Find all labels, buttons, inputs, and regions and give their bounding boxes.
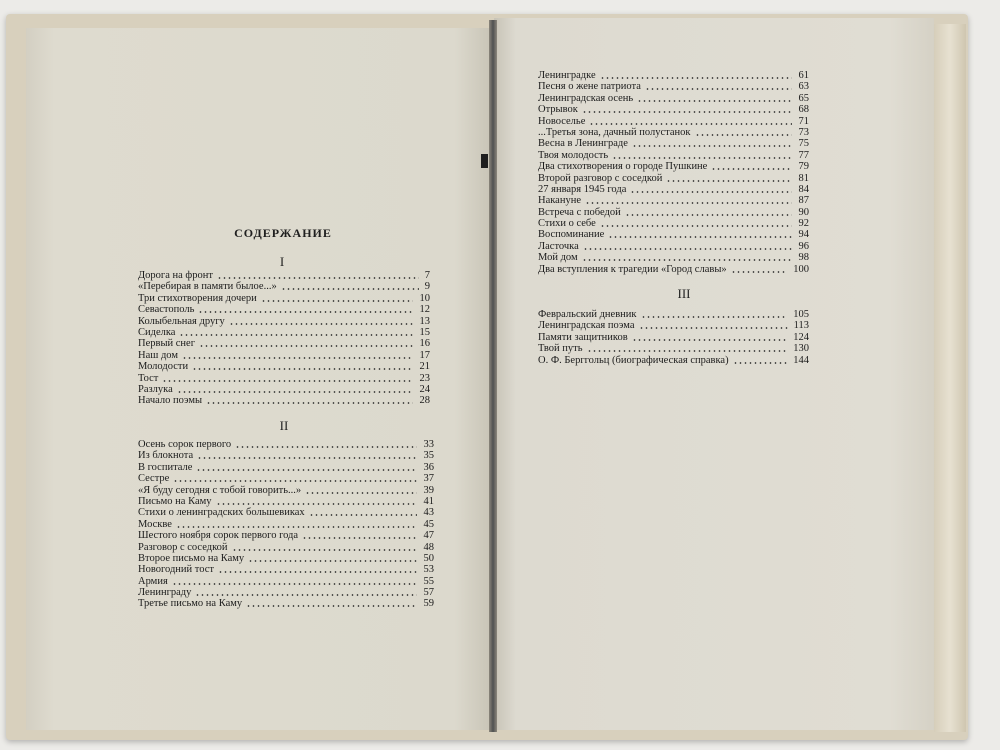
toc-leader-dots	[612, 157, 792, 159]
book-edge	[934, 24, 966, 732]
page-marker	[481, 154, 488, 168]
toc-entry-page: 37	[423, 473, 434, 485]
toc-leader-dots	[235, 446, 417, 448]
toc-leader-dots	[695, 134, 792, 136]
toc-entry-page: 50	[423, 552, 434, 564]
toc-entry-title: Тост	[138, 372, 159, 384]
toc-entry	[538, 207, 809, 218]
toc-leader-dots	[582, 111, 792, 113]
toc-entry-title: ...Третья зона, дачный полустанок	[538, 126, 691, 138]
toc-entry-page: 17	[419, 349, 430, 361]
toc-entry-page: 28	[419, 395, 430, 407]
toc-entry-title: Дорога на фронт	[138, 270, 213, 281]
toc-leader-dots	[218, 571, 417, 573]
toc-entry-title: Два стихотворения о городе Пушкине	[538, 161, 708, 173]
section-number-3: III	[677, 286, 691, 301]
toc-entry-page: 92	[798, 218, 809, 230]
toc-entry-page: 21	[419, 361, 430, 373]
toc-leader-dots	[195, 594, 417, 596]
toc-entry	[138, 361, 430, 372]
toc-leader-dots	[206, 402, 413, 404]
toc-entry-title: Стихи о себе	[538, 218, 596, 230]
toc-entry	[138, 350, 430, 361]
toc-entry	[138, 485, 434, 496]
toc-leader-dots	[625, 214, 792, 216]
toc-entry	[138, 439, 434, 450]
toc-entry-page: 63	[798, 81, 809, 93]
toc-leader-dots	[199, 345, 413, 347]
toc-entry-page: 71	[798, 115, 809, 127]
toc-entry-title: Второй разговор с соседкой	[538, 172, 663, 184]
toc-entry-page: 55	[423, 575, 434, 587]
toc-entry	[538, 93, 809, 104]
toc-entry	[138, 576, 434, 587]
toc-entry-title: Встреча с победой	[538, 206, 621, 218]
toc-leader-dots	[248, 560, 417, 562]
toc-leader-dots	[217, 277, 419, 279]
toc-entry-page: 130	[793, 343, 809, 355]
toc-entry	[138, 473, 434, 484]
toc-entry	[138, 507, 434, 518]
toc-leader-dots	[666, 180, 792, 182]
toc-entry-title: Памяти защитников	[538, 331, 628, 343]
toc-entry-title: Сиделка	[138, 326, 176, 338]
toc-entry-title: «Я буду сегодня с тобой говорить...»	[138, 484, 302, 496]
toc-entry	[538, 81, 809, 92]
toc-entry	[538, 309, 809, 320]
toc-leader-dots	[637, 100, 792, 102]
toc-entry-title: Два вступления к трагедии «Город славы»	[538, 263, 727, 275]
toc-entry-title: Ленинградская поэма	[538, 320, 635, 332]
toc-entry-page: 68	[798, 104, 809, 116]
toc-entry-page: 77	[798, 149, 809, 161]
toc-entry-page: 45	[423, 518, 434, 530]
toc-entry-page: 13	[419, 315, 430, 327]
toc-entry-page: 16	[419, 338, 430, 350]
toc-leader-dots	[632, 339, 787, 341]
toc-entry-title: 27 января 1945 года	[538, 183, 627, 195]
toc-section-2-list-left	[138, 439, 434, 610]
toc-entry-title: Ласточка	[538, 240, 579, 252]
toc-entry	[538, 104, 809, 115]
toc-entry-page: 23	[419, 372, 430, 384]
toc-entry	[538, 264, 809, 275]
toc-entry-page: 81	[798, 172, 809, 184]
toc-entry-title: Песня о жене патриота	[538, 81, 641, 93]
toc-entry-title: Новоселье	[538, 115, 586, 127]
toc-entry	[138, 304, 430, 315]
toc-leader-dots	[196, 469, 417, 471]
toc-entry	[138, 553, 434, 564]
toc-leader-dots	[583, 248, 792, 250]
toc-entry-title: Ленинграду	[138, 587, 192, 599]
toc-entry	[138, 530, 434, 541]
toc-leader-dots	[641, 316, 787, 318]
toc-entry-page: 61	[798, 70, 809, 81]
toc-entry-page: 113	[793, 320, 809, 332]
book-spine	[489, 20, 497, 732]
toc-entry	[138, 293, 430, 304]
toc-entry	[538, 127, 809, 138]
toc-leader-dots	[585, 202, 792, 204]
toc-entry	[538, 355, 809, 366]
toc-leader-dots	[587, 350, 787, 352]
toc-entry	[538, 195, 809, 206]
toc-leader-dots	[162, 380, 413, 382]
toc-section-3-list	[538, 309, 809, 366]
toc-entry-title: Твой путь	[538, 343, 583, 355]
toc-entry-page: 36	[423, 461, 434, 473]
toc-leader-dots	[176, 526, 417, 528]
toc-entry-page: 90	[798, 206, 809, 218]
toc-entry-title: Шестого ноября сорок первого года	[138, 530, 299, 542]
toc-entry-title: В госпитале	[138, 461, 193, 473]
toc-entry	[138, 564, 434, 575]
toc-heading: СОДЕРЖАНИЕ	[234, 226, 332, 240]
toc-leader-dots	[582, 259, 792, 261]
toc-entry-title: Твоя молодость	[538, 149, 609, 161]
toc-leader-dots	[302, 537, 417, 539]
toc-entry	[138, 496, 434, 507]
toc-entry	[138, 373, 430, 384]
toc-entry-page: 12	[419, 304, 430, 316]
toc-entry	[138, 338, 430, 349]
toc-entry	[538, 229, 809, 240]
toc-leader-dots	[173, 480, 417, 482]
toc-entry	[138, 598, 434, 609]
toc-entry-title: Армия	[138, 575, 168, 587]
toc-entry-title: Осень сорок первого	[138, 439, 232, 450]
toc-entry-title: Сестре	[138, 473, 170, 485]
toc-entry-page: 96	[798, 240, 809, 252]
toc-entry-page: 15	[419, 326, 430, 338]
toc-entry	[138, 270, 430, 281]
toc-entry	[538, 320, 809, 331]
toc-entry-page: 41	[423, 495, 434, 507]
toc-leader-dots	[198, 311, 413, 313]
toc-entry	[538, 218, 809, 229]
toc-entry	[138, 316, 430, 327]
toc-entry-title: Начало поэмы	[138, 395, 203, 407]
toc-entry-title: «Перебирая в памяти былое...»	[138, 281, 277, 293]
toc-entry-title: Весна в Ленинграде	[538, 138, 628, 150]
toc-entry	[538, 150, 809, 161]
toc-section-1-list	[138, 270, 430, 407]
toc-entry-page: 33	[423, 439, 434, 450]
toc-leader-dots	[172, 583, 417, 585]
toc-leader-dots	[281, 288, 419, 290]
toc-entry	[138, 395, 430, 406]
toc-leader-dots	[600, 225, 792, 227]
toc-entry	[138, 462, 434, 473]
toc-entry-page: 10	[419, 292, 430, 304]
toc-entry-title: Письмо на Каму	[138, 495, 212, 507]
toc-leader-dots	[261, 300, 413, 302]
toc-entry-page: 100	[793, 263, 809, 275]
toc-entry	[138, 542, 434, 553]
toc-entry-title: Колыбельная другу	[138, 315, 225, 327]
toc-entry-title: Воспоминание	[538, 229, 605, 241]
toc-leader-dots	[216, 503, 417, 505]
toc-entry	[538, 116, 809, 127]
section-number-1: I	[279, 254, 285, 269]
toc-leader-dots	[733, 362, 787, 364]
toc-entry-title: Новогодний тост	[138, 564, 214, 576]
toc-leader-dots	[192, 368, 413, 370]
toc-leader-dots	[229, 323, 413, 325]
toc-entry-page: 43	[423, 507, 434, 519]
section-number-2: II	[279, 418, 289, 433]
toc-entry-title: Наш дом	[138, 349, 178, 361]
toc-leader-dots	[645, 88, 792, 90]
toc-entry	[538, 241, 809, 252]
toc-entry-page: 124	[793, 331, 809, 343]
toc-leader-dots	[731, 271, 787, 273]
toc-entry-page: 48	[423, 541, 434, 553]
toc-entry	[138, 519, 434, 530]
toc-entry-title: Третье письмо на Каму	[138, 598, 243, 610]
toc-entry	[538, 161, 809, 172]
toc-entry-title: Из блокнота	[138, 450, 194, 462]
toc-entry	[138, 450, 434, 461]
toc-entry	[538, 343, 809, 354]
toc-leader-dots	[177, 391, 413, 393]
toc-entry	[538, 173, 809, 184]
toc-entry-page: 35	[423, 450, 434, 462]
toc-entry-title: Разговор с соседкой	[138, 541, 228, 553]
toc-entry-page: 9	[424, 281, 430, 293]
toc-entry-title: Отрывок	[538, 104, 578, 116]
toc-entry-title: Севастополь	[138, 304, 195, 316]
toc-entry-page: 53	[423, 564, 434, 576]
toc-leader-dots	[589, 123, 792, 125]
toc-leader-dots	[600, 77, 792, 79]
toc-entry-page: 144	[793, 354, 809, 366]
toc-entry-title: Ленинградке	[538, 70, 596, 81]
toc-entry-title: Три стихотворения дочери	[138, 292, 257, 304]
toc-leader-dots	[179, 334, 413, 336]
toc-entry-title: Ленинградская осень	[538, 92, 634, 104]
toc-entry-page: 79	[798, 161, 809, 173]
toc-entry-page: 59	[423, 598, 434, 610]
toc-leader-dots	[197, 457, 417, 459]
toc-entry-page: 75	[798, 138, 809, 150]
toc-entry-title: О. Ф. Берггольц (биографическая справка)	[538, 354, 729, 366]
toc-entry	[538, 70, 809, 81]
toc-leader-dots	[305, 492, 417, 494]
toc-entry-title: Накануне	[538, 195, 581, 207]
toc-entry-page: 94	[798, 229, 809, 241]
toc-leader-dots	[608, 236, 792, 238]
toc-entry-page: 105	[793, 309, 809, 320]
toc-entry-page: 7	[424, 270, 430, 281]
toc-entry-page: 57	[423, 587, 434, 599]
toc-entry-page: 98	[798, 252, 809, 264]
toc-entry-page: 47	[423, 530, 434, 542]
toc-leader-dots	[246, 605, 417, 607]
toc-leader-dots	[232, 549, 417, 551]
toc-section-2-list-right	[538, 70, 809, 275]
toc-entry-title: Февральский дневник	[538, 309, 637, 320]
toc-entry-title: Разлука	[138, 383, 173, 395]
toc-entry-page: 24	[419, 383, 430, 395]
toc-entry-title: Мой дом	[538, 252, 578, 264]
toc-entry-page: 39	[423, 484, 434, 496]
toc-leader-dots	[711, 168, 792, 170]
toc-entry-title: Стихи о ленинградских большевиках	[138, 507, 305, 519]
toc-entry	[138, 281, 430, 292]
toc-entry-page: 87	[798, 195, 809, 207]
toc-entry	[138, 587, 434, 598]
toc-entry-page: 84	[798, 183, 809, 195]
toc-entry	[538, 184, 809, 195]
toc-entry-title: Первый снег	[138, 338, 195, 350]
toc-leader-dots	[639, 327, 788, 329]
toc-entry-page: 73	[798, 126, 809, 138]
toc-leader-dots	[632, 145, 792, 147]
toc-entry	[538, 332, 809, 343]
toc-entry	[138, 327, 430, 338]
toc-leader-dots	[309, 514, 417, 516]
toc-entry-title: Второе письмо на Каму	[138, 552, 245, 564]
toc-leader-dots	[630, 191, 792, 193]
toc-entry-title: Молодости	[138, 361, 189, 373]
toc-entry-title: Москве	[138, 518, 172, 530]
toc-leader-dots	[182, 357, 413, 359]
toc-entry-page: 65	[798, 92, 809, 104]
toc-entry	[538, 138, 809, 149]
toc-entry	[538, 252, 809, 263]
toc-entry	[138, 384, 430, 395]
